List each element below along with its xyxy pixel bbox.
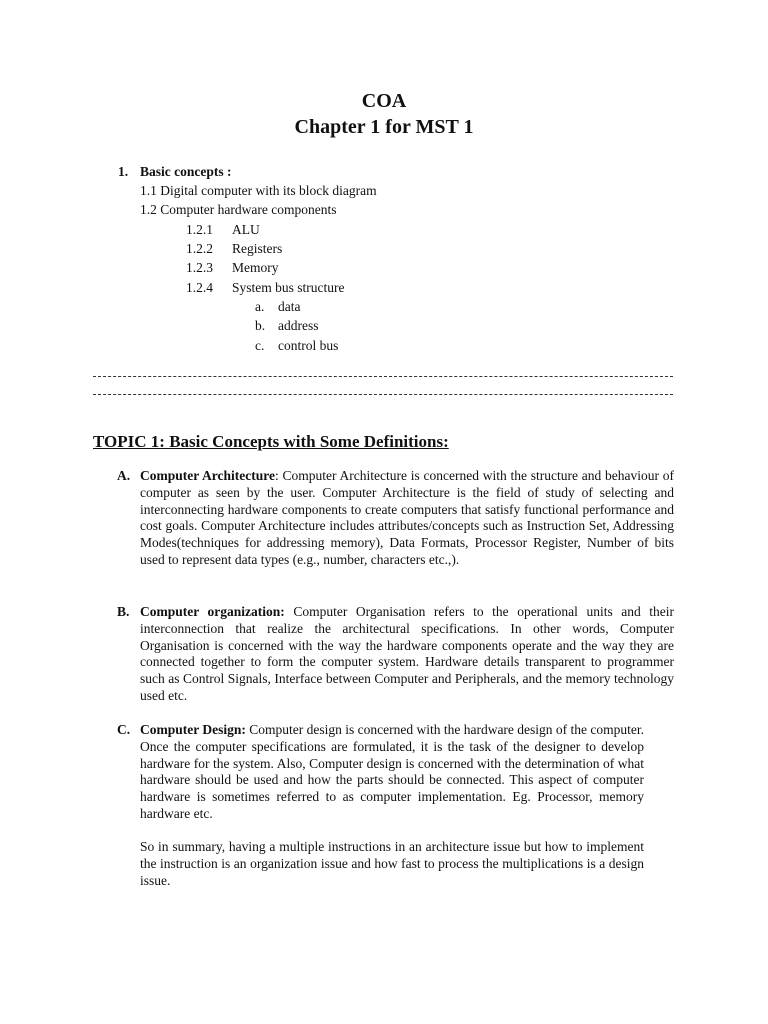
definition-separator: : [274, 468, 283, 483]
bus-letter: a. [255, 299, 265, 314]
definition-design [140, 722, 644, 823]
outline-item-number: 1. [118, 164, 129, 179]
definition-text: Computer Organisation refers to the operational units and their interconnection that realize the architectural specifications. In other words, Computer Organisation is concerned with the way the hardware components operate and the way they are connected together to form the computer system. Hardware details transparent to programmer such as Control Signals, Interface between Computer and Peripherals, and the memory technology used etc. [140, 604, 675, 703]
bus-label: control bus [278, 338, 339, 353]
component-number: 1.2.4 [186, 280, 213, 295]
definition-marker: C. [117, 722, 131, 737]
definition-architecture [140, 468, 674, 569]
topic-heading: TOPIC 1: Basic Concepts with Some Definitions: [93, 432, 449, 451]
bus-label: data [278, 299, 301, 314]
bus-letter: c. [255, 338, 265, 353]
definition-marker: A. [117, 468, 131, 483]
outline-item-label: Basic concepts : [140, 164, 232, 179]
component-label: ALU [232, 222, 260, 237]
bus-label: address [278, 318, 319, 333]
definition-marker: B. [117, 604, 130, 619]
component-number: 1.2.2 [186, 241, 213, 256]
definition-term: Computer Design: [140, 722, 246, 737]
definition-text: Computer design is concerned with the hardware design of the computer. Once the computer specifications are formulated, it is the task of the designer to develop hardware for the system. Also, Computer design is concerned with the determination of what hardware should be used and how the parts should be connected. This aspect of computer hardware is sometimes referred to as computer implementation. Eg. Processor, memory hardware etc. [140, 722, 645, 821]
document-subtitle: Chapter 1 for MST 1 [294, 116, 474, 138]
definition-term: Computer organization: [140, 604, 285, 619]
component-label: Memory [232, 260, 279, 275]
component-label: Registers [232, 241, 283, 256]
separator-line [93, 376, 673, 377]
separator-line [93, 394, 673, 395]
definition-organization [140, 604, 674, 705]
outline-sub-1: 1.1 Digital computer with its block diagram [140, 183, 377, 198]
definition-term: Computer Architecture [140, 468, 275, 483]
component-number: 1.2.3 [186, 260, 213, 275]
document-title: COA [361, 90, 407, 112]
outline-sub-2: 1.2 Computer hardware components [140, 202, 337, 217]
component-label: System bus structure [232, 280, 345, 295]
definition-text: Computer Architecture is concerned with the structure and behaviour of computer as seen by the user. Computer Architecture is the field of study of selecting and interconnecting hardware components to create computers that satisfy functional performance and cost goals. Computer Architecture includes attributes/concepts such as Instruction Set, Addressing Modes(techniques for addressing memory), Data Formats, Processor Register, Number of bits used to represent data types (e.g., number, characters etc.,). [140, 468, 674, 567]
summary-paragraph: So in summary, having a multiple instructions in an architecture issue but how to implement the instruction is an organization issue and how fast to process the multiplications is a design issue. [140, 839, 644, 888]
component-number: 1.2.1 [186, 222, 213, 237]
bus-letter: b. [255, 318, 266, 333]
